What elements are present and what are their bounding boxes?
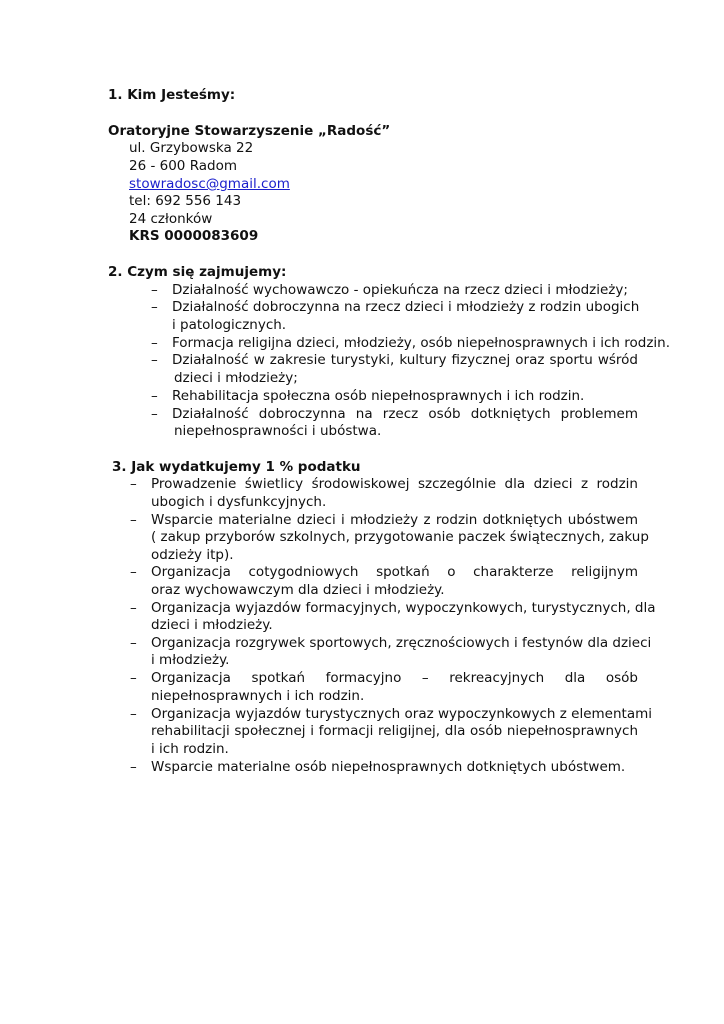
list-dash: – xyxy=(151,299,158,315)
member-count: 24 członków xyxy=(129,211,213,227)
list-item-continuation: oraz wychowawczym dla dzieci i młodzieży. xyxy=(151,582,445,598)
list-dash: – xyxy=(130,512,137,528)
list-item-continuation: dzieci i młodzieży; xyxy=(174,370,298,386)
list-dash: – xyxy=(130,600,137,616)
list-item: Organizacja wyjazdów turystycznych oraz wypoczynkowych z elementami xyxy=(151,706,653,722)
list-item: Organizacja rozgrywek sportowych, zręcznościowych i festynów dla dzieci xyxy=(151,635,652,651)
list-item-continuation: ubogich i dysfunkcyjnych. xyxy=(151,494,327,510)
list-dash: – xyxy=(130,635,137,651)
list-item: Działalność wychowawczo - opiekuńcza na rzecz dzieci i młodzieży; xyxy=(172,282,628,298)
krs-number: KRS 0000083609 xyxy=(129,228,259,244)
list-item: Wsparcie materialne dzieci i młodzieży z rodzin dotkniętych ubóstwem xyxy=(151,512,638,528)
list-dash: – xyxy=(151,406,158,422)
section-3-heading: 3. Jak wydatkujemy 1 % podatku xyxy=(112,459,361,475)
list-item-continuation: dzieci i młodzieży. xyxy=(151,617,273,633)
address-street: ul. Grzybowska 22 xyxy=(129,140,254,156)
email-link[interactable]: stowradosc@gmail.com xyxy=(129,176,290,192)
list-item-continuation: i patologicznych. xyxy=(172,317,287,333)
phone-number: tel: 692 556 143 xyxy=(129,193,242,209)
list-dash: – xyxy=(151,388,158,404)
list-item: Organizacja wyjazdów formacyjnych, wypoczynkowych, turystycznych, dla xyxy=(151,600,656,616)
list-item: Organizacja spotkań formacyjno – rekreacyjnych dla osób xyxy=(151,670,638,686)
section-1-heading: 1. Kim Jesteśmy: xyxy=(108,87,236,103)
list-dash: – xyxy=(151,352,158,368)
list-item: Organizacja cotygodniowych spotkań o charakterze religijnym xyxy=(151,564,638,580)
list-item: Prowadzenie świetlicy środowiskowej szczególnie dla dzieci z rodzin xyxy=(151,476,638,492)
list-dash: – xyxy=(130,706,137,722)
list-item: Działalność w zakresie turystyki, kultury fizycznej oraz sportu wśród xyxy=(172,352,638,368)
list-item-continuation: ( zakup przyborów szkolnych, przygotowanie paczek świątecznych, zakup xyxy=(151,529,649,545)
list-dash: – xyxy=(151,335,158,351)
list-item-continuation: odzieży itp). xyxy=(151,547,234,563)
section-2-heading: 2. Czym się zajmujemy: xyxy=(108,264,287,280)
address-city: 26 - 600 Radom xyxy=(129,158,238,174)
list-item-continuation: rehabilitacji społecznej i formacji religijnej, dla osób niepełnosprawnych xyxy=(151,723,638,739)
list-item-continuation: i młodzieży. xyxy=(151,652,230,668)
list-dash: – xyxy=(130,476,137,492)
list-item: Wsparcie materialne osób niepełnosprawnych dotkniętych ubóstwem. xyxy=(151,759,626,775)
list-item-continuation: niepełnosprawnych i ich rodzin. xyxy=(151,688,365,704)
list-dash: – xyxy=(151,282,158,298)
list-dash: – xyxy=(130,564,137,580)
list-item-continuation: niepełnosprawności i ubóstwa. xyxy=(174,423,382,439)
organization-name: Oratoryjne Stowarzyszenie „Radość” xyxy=(108,123,391,139)
list-item-continuation: i ich rodzin. xyxy=(151,741,229,757)
list-dash: – xyxy=(130,670,137,686)
list-item: Działalność dobroczynna na rzecz dzieci i młodzieży z rodzin ubogich xyxy=(172,299,640,315)
list-item: Rehabilitacja społeczna osób niepełnosprawnych i ich rodzin. xyxy=(172,388,585,404)
list-item: Formacja religijna dzieci, młodzieży, osób niepełnosprawnych i ich rodzin. xyxy=(172,335,671,351)
list-item: Działalność dobroczynna na rzecz osób dotkniętych problemem xyxy=(172,406,638,422)
list-dash: – xyxy=(130,759,137,775)
